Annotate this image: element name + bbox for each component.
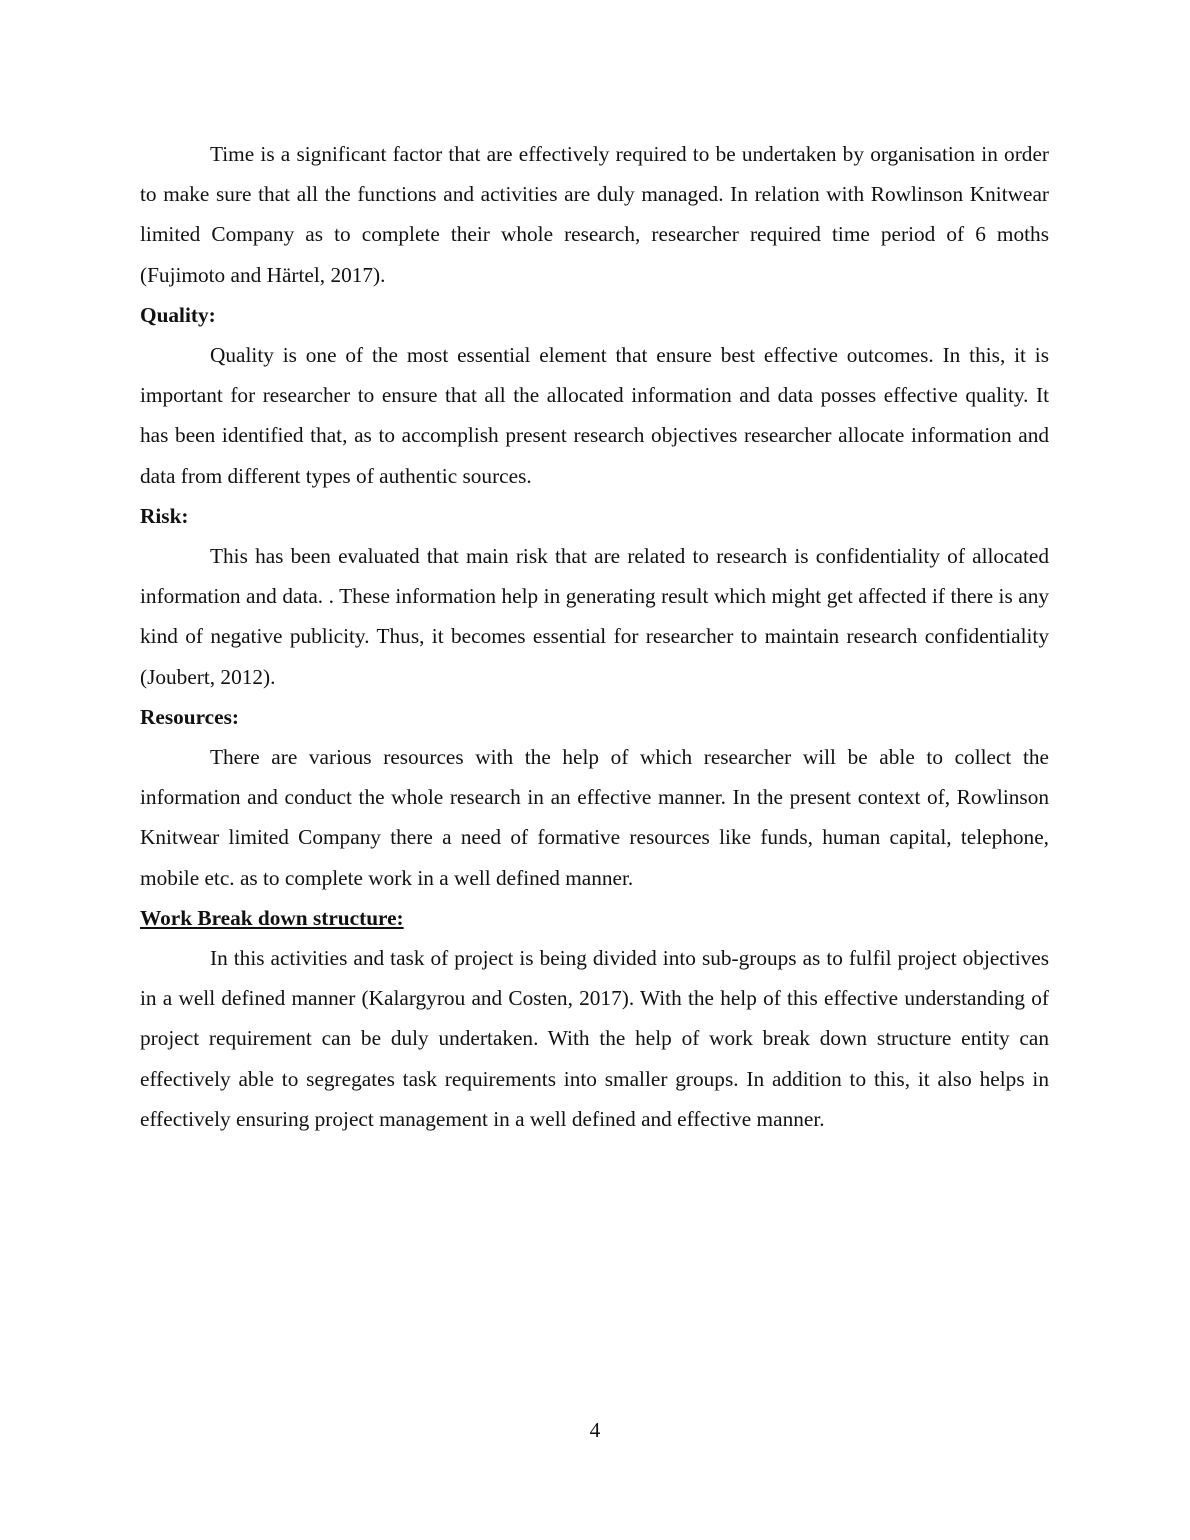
heading-work-breakdown-structure: Work Break down structure: — [140, 905, 404, 930]
paragraph-resources: There are various resources with the help of which researcher will be able to collect the information and conduct the whole research in an effective manner. In the present context of, Rowlinson Knitwear limited Company there a need of formative resources like funds, human capital, telephone, mobile etc. as to complete work in a well defined manner. — [140, 745, 1049, 890]
paragraph-work-breakdown-structure: In this activities and task of project is being divided into sub-groups as to fulfil project objectives in a well defined manner (Kalargyrou and Costen, 2017). With the help of this effective understanding of project requirement can be duly undertaken. With the help of work break down structure entity can effectively able to segregates task requirements into smaller groups. In addition to this, it also helps in effectively ensuring project management in a well defined and effective manner. — [140, 946, 1049, 1131]
paragraph-risk: This has been evaluated that main risk that are related to research is confidentiality of allocated information and data. . These information help in generating result which might get affected if there is any kind of negative publicity. Thus, it becomes essential for researcher to maintain research confidentiality (Joubert, 2012). — [140, 544, 1049, 689]
document-body — [140, 134, 1049, 1139]
page-number: 4 — [589, 1418, 601, 1442]
paragraph-quality: Quality is one of the most essential element that ensure best effective outcomes. In this, it is important for researcher to ensure that all the allocated information and data posses effective quality. It has been identified that, as to accomplish present research objectives researcher allocate information and data from different types of authentic sources. — [140, 343, 1049, 488]
heading-quality: Quality: — [140, 302, 216, 327]
heading-resources: Resources: — [140, 704, 239, 729]
heading-risk: Risk: — [140, 503, 189, 528]
paragraph-time: Time is a significant factor that are effectively required to be undertaken by organisation in order to make sure that all the functions and activities are duly managed. In relation with Rowlinson Knitwear limited Company as to complete their whole research, researcher required time period of 6 moths (Fujimoto and Härtel, 2017). — [140, 142, 1049, 287]
